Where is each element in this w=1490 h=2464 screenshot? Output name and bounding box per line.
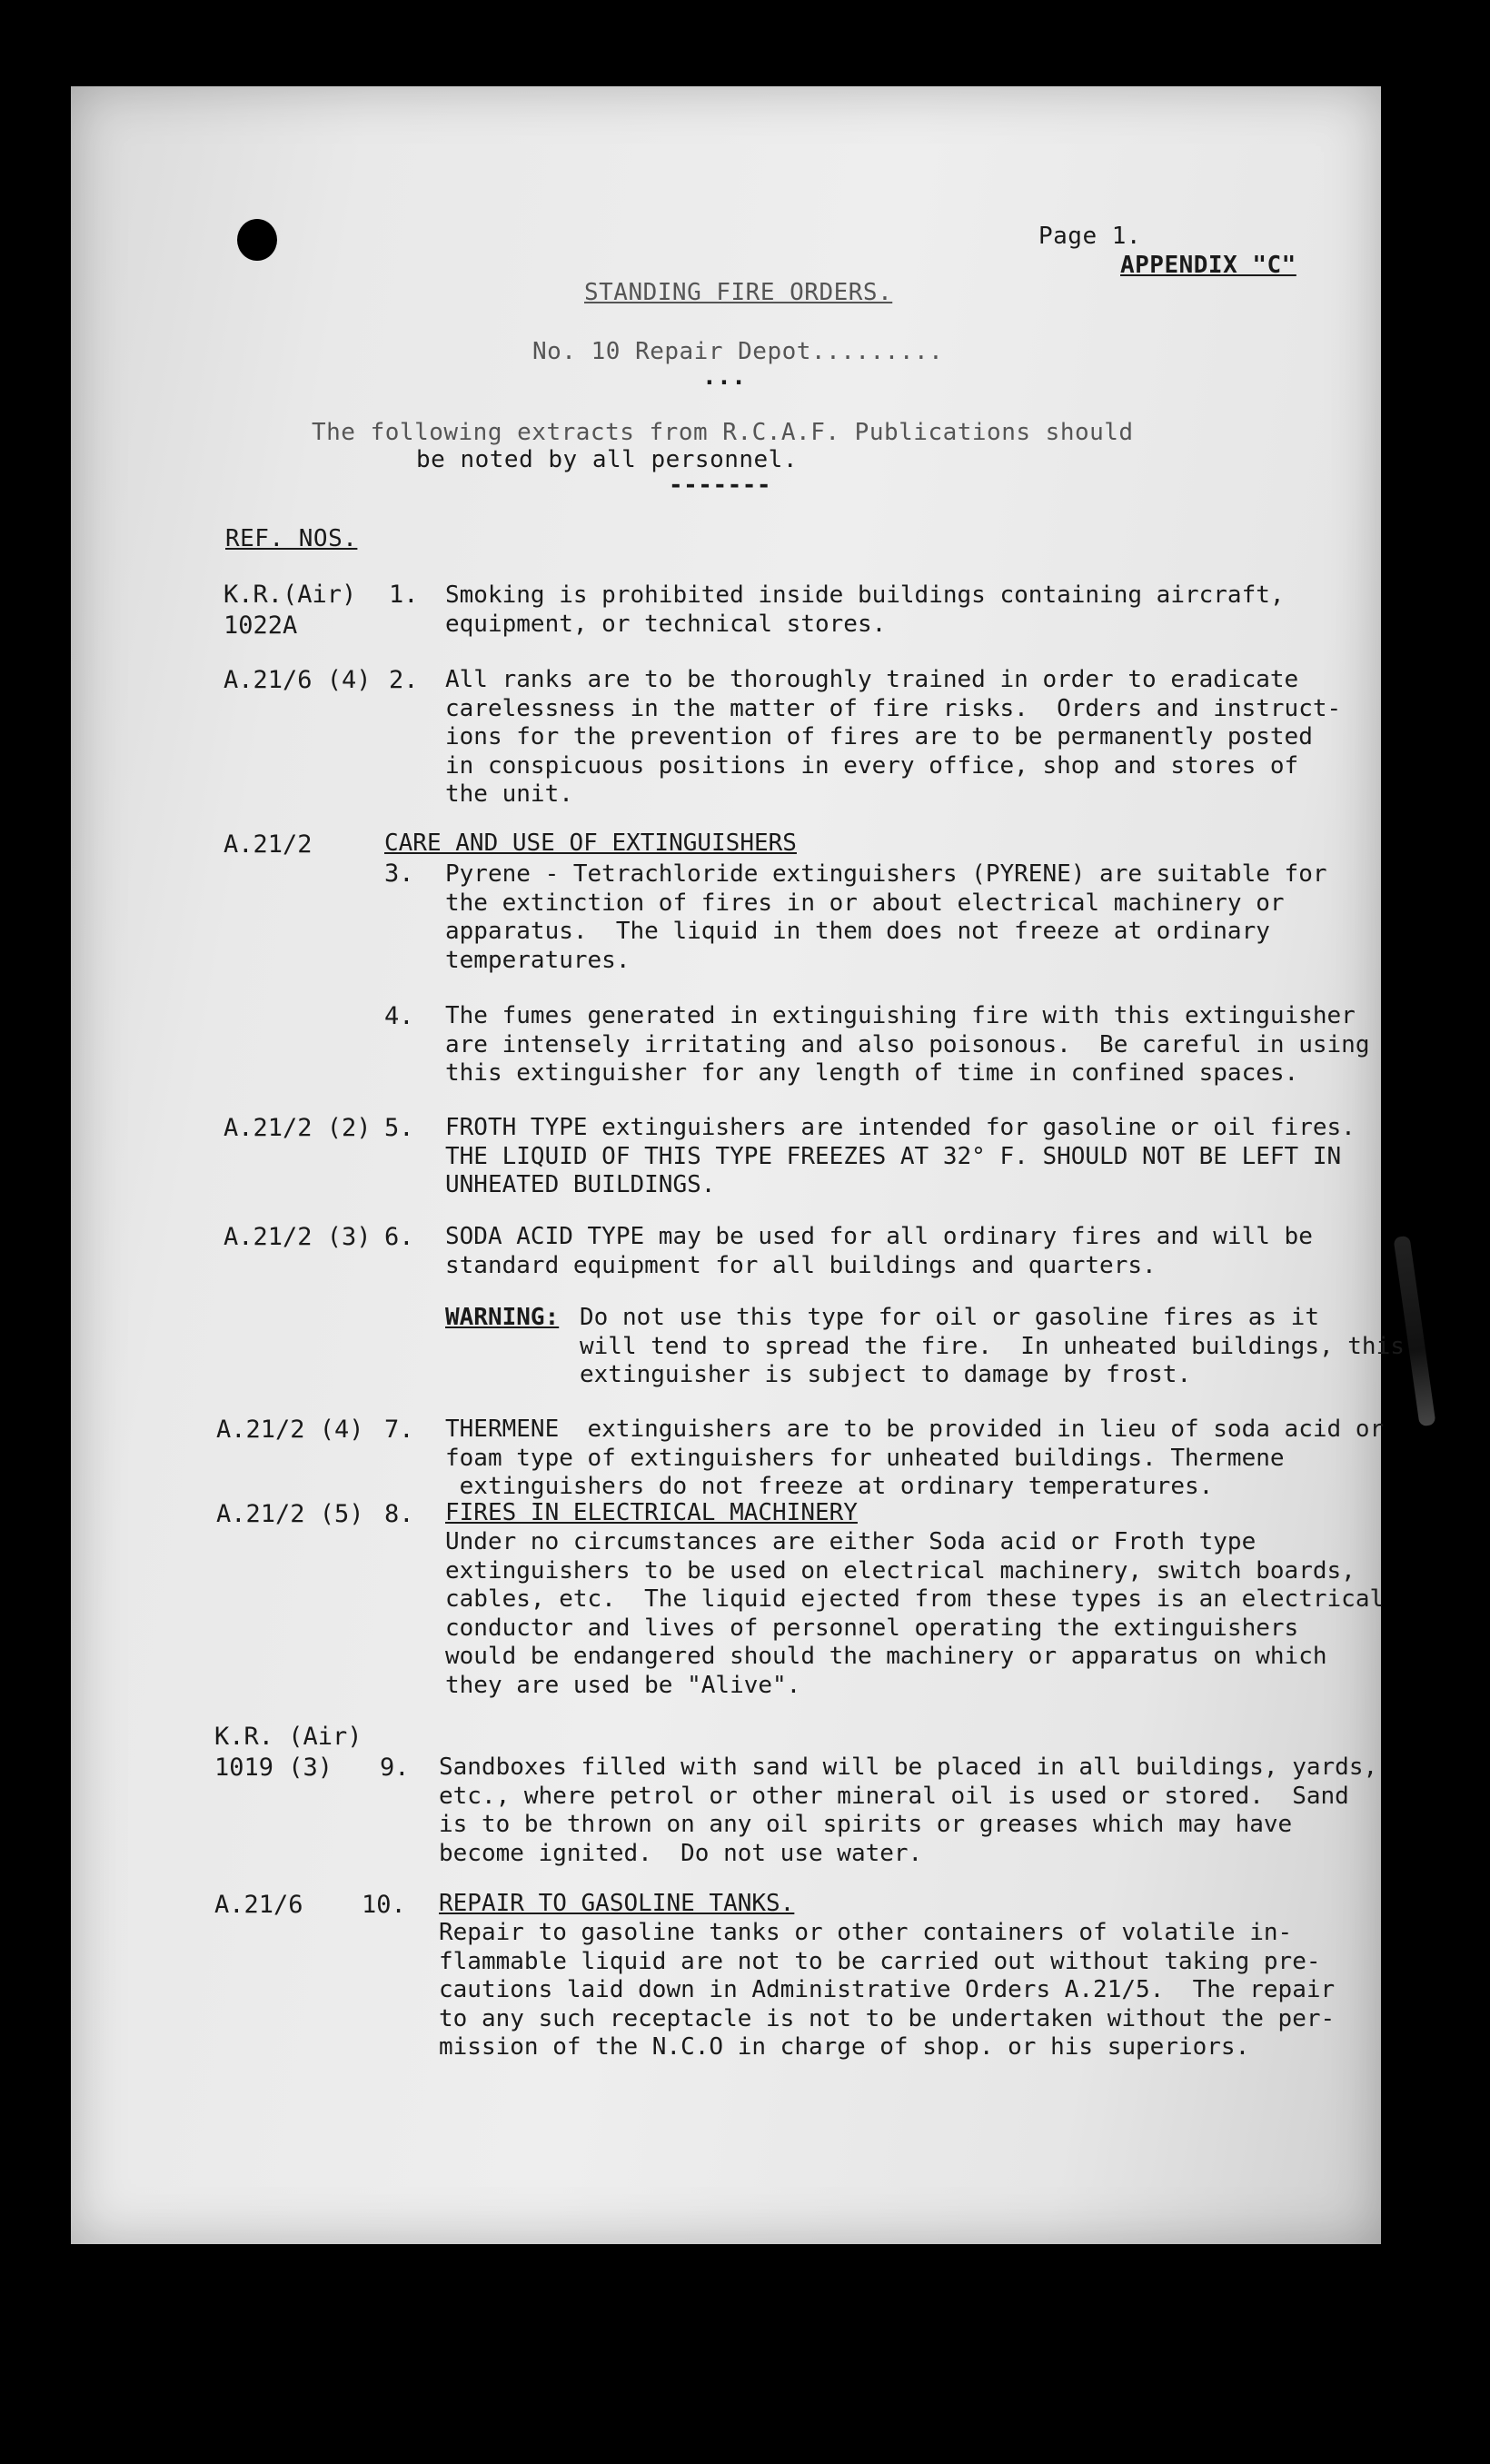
item-number-9: 9. bbox=[380, 1754, 410, 1782]
item-text-9: Sandboxes filled with sand will be placed in all buildings, yards, etc., where petrol or other mineral oil is used or stored. Sand is to be thrown on any oil spirits or greases which may have become ignited. Do not use water. bbox=[439, 1754, 1378, 1867]
document-page bbox=[71, 86, 1405, 2244]
item-text-2: All ranks are to be thoroughly trained in order to eradicate carelessness in the matter of fire risks. Orders and instruct- ions for the prevention of fires are to be permanently posted in conspicuous positions in every office, shop and stores of the unit. bbox=[445, 666, 1342, 808]
separator-dots: ... bbox=[702, 363, 747, 391]
section-heading-electrical: FIRES IN ELECTRICAL MACHINERY bbox=[445, 1499, 858, 1526]
intro-line-1: The following extracts from R.C.A.F. Publications should bbox=[312, 419, 1134, 446]
warning-label: WARNING: bbox=[445, 1304, 560, 1331]
ref-5: A.21/2 (2) bbox=[224, 1114, 372, 1142]
item-number-4: 4. bbox=[384, 1002, 414, 1030]
item-text-8: Under no circumstances are either Soda acid or Froth type extinguishers to be used on electrical machinery, switch boards, cables, etc. The liquid ejected from these types is an electrical conductor and lives of personnel operating the extinguishers would be endangered should the machinery or apparatus on which they are used be "Alive". bbox=[445, 1528, 1385, 1699]
item-text-1: Smoking is prohibited inside buildings containing aircraft, equipment, or technical stores. bbox=[445, 581, 1285, 638]
page-number: Page 1. bbox=[1038, 223, 1142, 250]
ref-section: A.21/2 bbox=[224, 830, 313, 859]
item-number-1: 1. bbox=[389, 581, 419, 609]
ref-8: A.21/2 (5) bbox=[216, 1500, 364, 1528]
item-number-5: 5. bbox=[384, 1114, 414, 1142]
ref-6: A.21/2 (3) bbox=[224, 1223, 372, 1251]
ref-1: K.R.(Air) 1022A bbox=[224, 581, 357, 640]
section-heading-gasoline: REPAIR TO GASOLINE TANKS. bbox=[439, 1890, 795, 1917]
item-text-6: SODA ACID TYPE may be used for all ordinary fires and will be standard equipment for all buildings and quarters. bbox=[445, 1223, 1313, 1279]
item-number-8: 8. bbox=[384, 1500, 414, 1528]
item-text-3: Pyrene - Tetrachloride extinguishers (PYRENE) are suitable for the extinction of fires in or about electrical machinery or apparatus. The liquid in them does not freeze at ordinary temperatures. bbox=[445, 860, 1327, 974]
item-number-7: 7. bbox=[384, 1416, 414, 1444]
punch-hole bbox=[237, 219, 277, 261]
item-number-6: 6. bbox=[384, 1223, 414, 1251]
section-heading-extinguishers: CARE AND USE OF EXTINGUISHERS bbox=[384, 830, 797, 857]
item-text-10: Repair to gasoline tanks or other containers of volatile in- flammable liquid are not to be carried out without taking pre- cautions laid down in Administrative Orders A.21/5. The repair to any such receptacle is not to be undertaken without the per- mission of the N.C.O in charge of shop. or his superiors. bbox=[439, 1919, 1336, 2061]
unit-name: No. 10 Repair Depot......... bbox=[532, 338, 944, 365]
item-text-7: THERMENE extinguishers are to be provided in lieu of soda acid or foam type of extinguishers for unheated buildings. Thermene extinguishers do not freeze at ordinary temperatures. bbox=[445, 1416, 1385, 1500]
item-number-3: 3. bbox=[384, 859, 414, 888]
ref-10: A.21/6 bbox=[214, 1891, 303, 1919]
item-number-2: 2. bbox=[389, 666, 419, 694]
warning-text: Do not use this type for oil or gasoline fires as it will tend to spread the fire. In unheated buildings, this extinguisher is subject to damage by frost. bbox=[580, 1304, 1405, 1388]
document-title: STANDING FIRE ORDERS. bbox=[584, 279, 893, 306]
ref-2: A.21/6 (4) bbox=[224, 666, 372, 694]
item-text-4: The fumes generated in extinguishing fire with this extinguisher are intensely irritating and also poisonous. Be careful in using this extinguisher for any length of time in confined spaces. bbox=[445, 1002, 1370, 1087]
intro-line-2: be noted by all personnel. bbox=[416, 446, 798, 473]
ref-nos-heading: REF. NOS. bbox=[225, 525, 358, 552]
separator-rule: ------- bbox=[669, 472, 772, 499]
ref-9: K.R. (Air) 1019 (3) bbox=[214, 1723, 363, 1782]
item-number-10: 10. bbox=[362, 1891, 406, 1919]
appendix-label: APPENDIX "C" bbox=[1120, 252, 1296, 279]
ref-7: A.21/2 (4) bbox=[216, 1416, 364, 1444]
item-text-5: FROTH TYPE extinguishers are intended for gasoline or oil fires. THE LIQUID OF THIS TYPE FREEZES AT 32° F. SHOULD NOT BE LEFT IN UNHEATED BUILDINGS. bbox=[445, 1114, 1356, 1198]
